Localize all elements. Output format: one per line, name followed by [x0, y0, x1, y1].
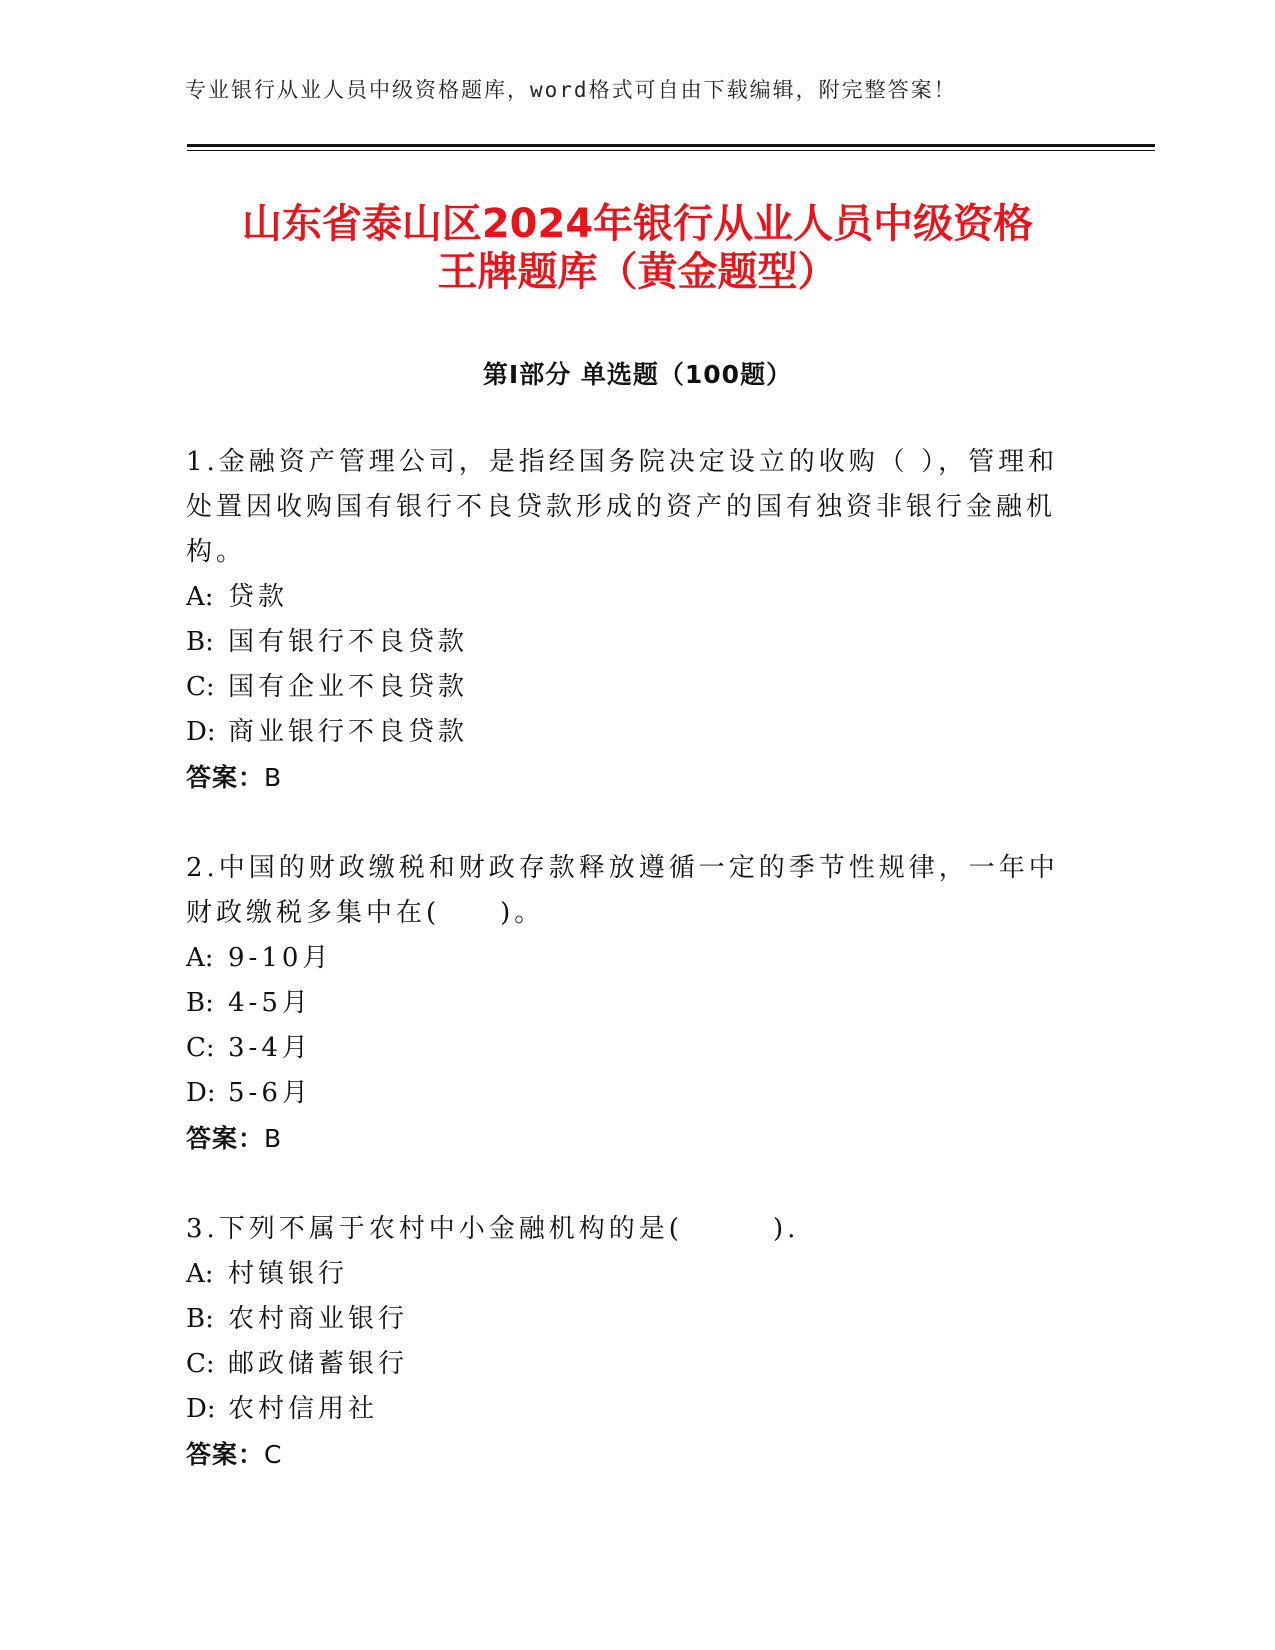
option-key: A:: [186, 943, 214, 973]
option-text: 邮政储蓄银行: [228, 1349, 409, 1379]
option-c: [186, 665, 1086, 710]
option-key: A:: [186, 1259, 214, 1289]
answer-value: B: [264, 1124, 283, 1153]
header-divider-thin: [187, 150, 1155, 151]
answer-line: [186, 755, 1086, 800]
option-key: C:: [186, 1033, 215, 1063]
option-d: [186, 1071, 1086, 1116]
title-line-1: 山东省泰山区2024年银行从业人员中级资格: [241, 201, 1034, 247]
document-title: [150, 200, 1125, 296]
option-d: [186, 710, 1086, 755]
option-key: C:: [186, 672, 215, 702]
option-text: 国有银行不良贷款: [228, 627, 469, 657]
option-key: B:: [186, 627, 214, 657]
option-text: 3-4月: [228, 1033, 312, 1063]
question-1: [186, 440, 1086, 800]
option-d: [186, 1387, 1086, 1432]
option-text: 商业银行不良贷款: [228, 717, 469, 747]
answer-value: C: [264, 1440, 283, 1469]
answer-label: 答案：: [186, 763, 265, 792]
answer-label: 答案：: [186, 1440, 265, 1469]
answer-line: [186, 1116, 1086, 1161]
option-key: C:: [186, 1349, 215, 1379]
section-heading: 第Ⅰ部分 单选题（100题）: [482, 360, 793, 389]
option-text: 国有企业不良贷款: [228, 672, 469, 702]
option-b: [186, 981, 1086, 1026]
option-a: [186, 575, 1086, 620]
option-b: [186, 1297, 1086, 1342]
option-a: [186, 1252, 1086, 1297]
header-note: 专业银行从业人员中级资格题库，word格式可自由下载编辑，附完整答案！: [185, 78, 957, 102]
question-stem: 2.中国的财政缴税和财政存款释放遵循一定的季节性规律，一年中财政缴税多集中在( )。: [186, 853, 1059, 928]
answer-label: 答案：: [186, 1124, 265, 1153]
option-b: [186, 620, 1086, 665]
answer-line: [186, 1432, 1086, 1477]
option-key: D:: [186, 717, 216, 747]
question-stem: 3.下列不属于农村中小金融机构的是( ).: [186, 1214, 800, 1244]
title-line-2: 王牌题库（黄金题型）: [437, 249, 838, 295]
option-a: [186, 936, 1086, 981]
option-key: B:: [186, 988, 214, 1018]
option-c: [186, 1026, 1086, 1071]
option-text: 贷款: [228, 582, 289, 612]
option-text: 农村信用社: [228, 1394, 379, 1424]
question-3: [186, 1207, 1086, 1477]
option-key: D:: [186, 1078, 216, 1108]
option-key: A:: [186, 582, 214, 612]
question-stem: 1.金融资产管理公司，是指经国务院决定设立的收购（ ），管理和处置因收购国有银行不良贷款形成的资产的国有独资非银行金融机构。: [186, 447, 1059, 567]
option-text: 农村商业银行: [228, 1304, 409, 1334]
answer-value: B: [264, 763, 283, 792]
question-2: [186, 846, 1086, 1161]
option-text: 5-6月: [228, 1078, 312, 1108]
option-text: 4-5月: [228, 988, 312, 1018]
option-text: 村镇银行: [228, 1259, 349, 1289]
option-text: 9-10月: [228, 943, 333, 973]
option-key: D:: [186, 1394, 216, 1424]
option-key: B:: [186, 1304, 214, 1334]
option-c: [186, 1342, 1086, 1387]
question-list: [186, 440, 1086, 1523]
header-divider-thick: [187, 144, 1155, 147]
